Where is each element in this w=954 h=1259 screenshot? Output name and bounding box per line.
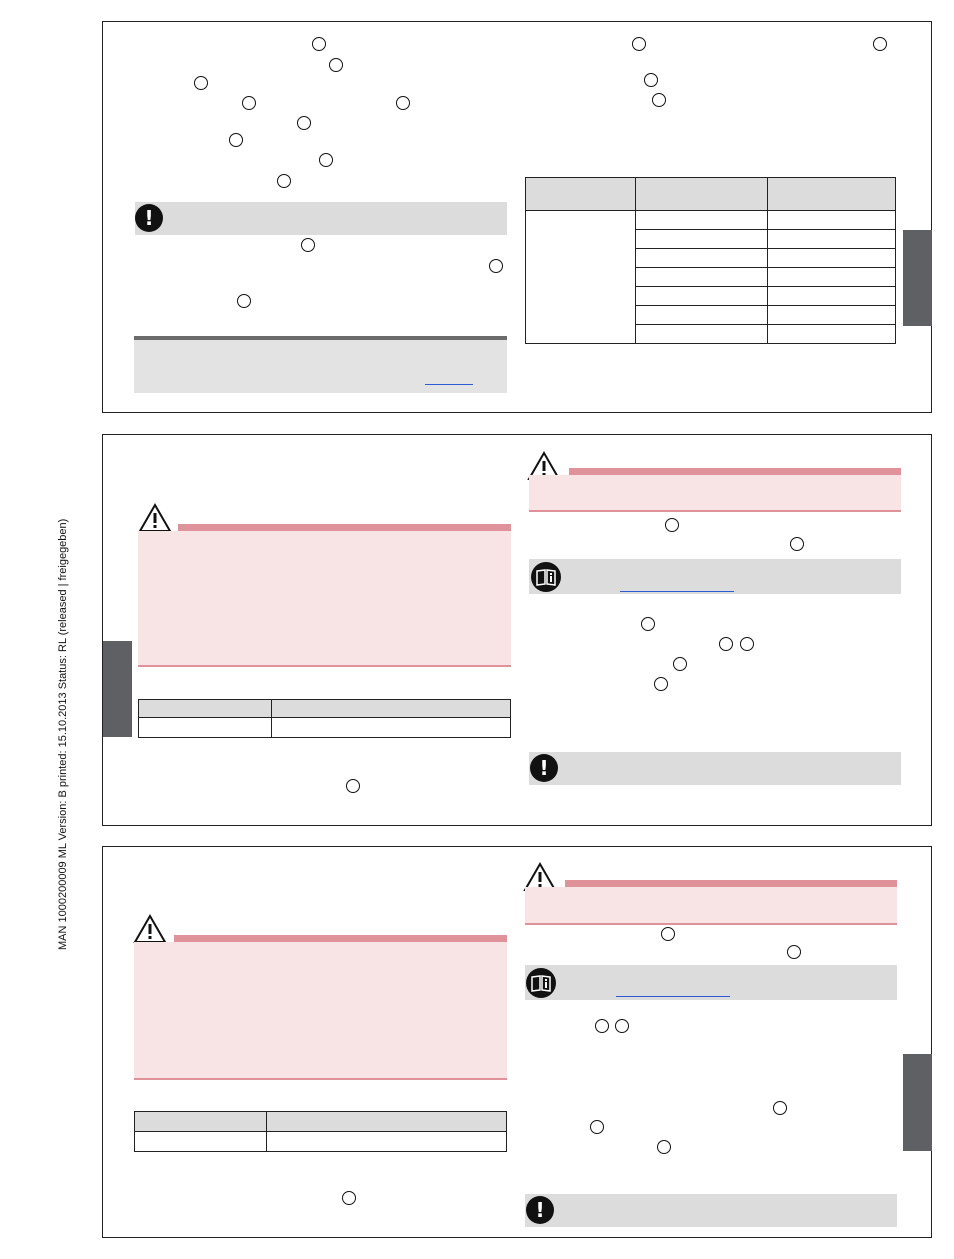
manual-page-2 <box>102 434 932 826</box>
spec-table <box>134 1111 507 1152</box>
callout-marker <box>595 1019 609 1033</box>
callout-marker <box>740 637 754 651</box>
warning-bottom-rule <box>525 923 897 925</box>
warning-box <box>134 942 507 1078</box>
section-tab <box>903 230 932 326</box>
manual-reference-box <box>529 559 901 594</box>
manual-book-icon <box>530 561 562 593</box>
callout-marker <box>790 537 804 551</box>
callout-marker <box>787 945 801 959</box>
callout-marker <box>641 617 655 631</box>
exclamation-icon: ! <box>135 204 163 232</box>
table-row <box>135 1132 507 1152</box>
section-tab <box>103 641 132 737</box>
callout-marker <box>644 73 658 87</box>
warning-bottom-rule <box>529 510 901 512</box>
note-box <box>135 202 507 235</box>
callout-marker <box>229 133 243 147</box>
manual-page-3 <box>102 846 932 1238</box>
table-header-cell <box>272 700 511 718</box>
exclamation-icon: ! <box>526 1196 554 1224</box>
callout-marker <box>489 259 503 273</box>
note-box <box>529 752 901 785</box>
table-row <box>526 211 896 230</box>
warning-bottom-rule <box>138 665 511 667</box>
note-box <box>525 1194 897 1227</box>
callout-marker <box>346 779 360 793</box>
callout-marker <box>615 1019 629 1033</box>
callout-marker <box>396 96 410 110</box>
warning-triangle-icon <box>138 503 172 533</box>
callout-marker <box>277 174 291 188</box>
callout-marker <box>773 1101 787 1115</box>
print-info-vertical: MAN 1000200009 ML Version: B printed: 15.10.2013 Status: RL (released | freigegeben) <box>57 518 69 950</box>
callout-marker <box>590 1120 604 1134</box>
warning-box <box>525 887 897 923</box>
callout-marker <box>297 116 311 130</box>
warning-header-bar <box>569 468 901 475</box>
spec-table <box>138 699 511 738</box>
link-underline[interactable] <box>616 996 730 997</box>
spec-table <box>525 177 896 344</box>
manual-page-1 <box>102 21 932 413</box>
warning-header-bar <box>565 880 897 887</box>
callout-marker <box>661 927 675 941</box>
callout-marker <box>719 637 733 651</box>
callout-marker <box>194 76 208 90</box>
callout-marker <box>652 93 666 107</box>
warning-triangle-icon <box>133 914 167 944</box>
warning-header-bar <box>178 524 511 531</box>
manual-reference-box <box>525 965 897 1000</box>
callout-marker <box>329 58 343 72</box>
callout-marker <box>654 677 668 691</box>
callout-marker <box>237 294 251 308</box>
warning-box <box>529 475 901 510</box>
info-box <box>134 340 507 393</box>
warning-header-bar <box>174 935 507 942</box>
callout-marker <box>242 96 256 110</box>
warning-bottom-rule <box>134 1078 507 1080</box>
callout-marker <box>342 1191 356 1205</box>
callout-marker <box>301 238 315 252</box>
warning-box <box>138 531 511 665</box>
table-header-cell <box>768 178 896 211</box>
section-tab <box>903 1054 932 1151</box>
exclamation-icon: ! <box>530 754 558 782</box>
table-header-cell <box>526 178 636 211</box>
callout-marker <box>657 1140 671 1154</box>
table-cell <box>526 211 636 344</box>
manual-book-icon <box>525 967 557 999</box>
table-header-cell <box>267 1112 507 1132</box>
table-header-cell <box>636 178 768 211</box>
callout-marker <box>632 37 646 51</box>
table-row <box>139 718 511 738</box>
callout-marker <box>665 518 679 532</box>
callout-marker <box>319 153 333 167</box>
callout-marker <box>312 37 326 51</box>
link-underline[interactable] <box>620 591 734 592</box>
table-header-cell <box>135 1112 267 1132</box>
link-underline[interactable] <box>425 384 473 385</box>
table-header-cell <box>139 700 272 718</box>
callout-marker <box>673 657 687 671</box>
callout-marker <box>873 37 887 51</box>
